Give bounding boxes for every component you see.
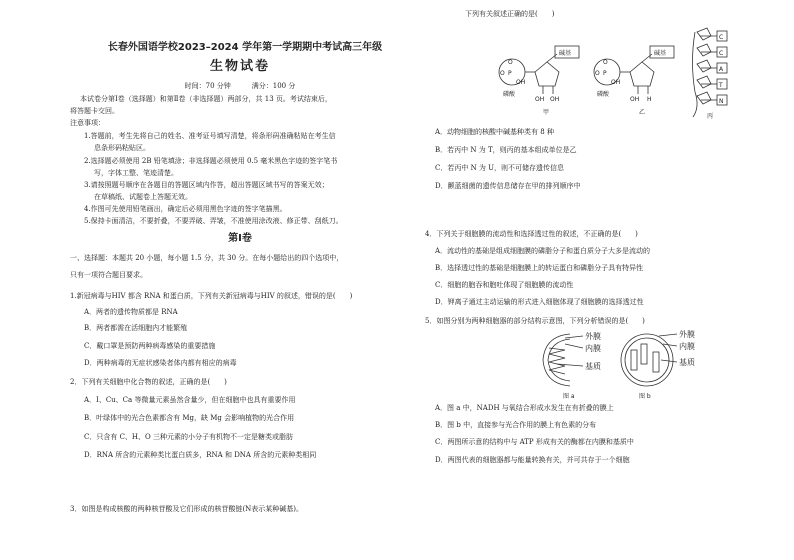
exam-title: 长春外国语学校2023–2024 学年第一学期期中考试高三年级 <box>107 42 383 53</box>
label-p: P <box>508 70 512 77</box>
label-inner-membrane-b: 内膜 <box>679 342 695 351</box>
question-2-option-d: D．RNA 所含的元素种类比蛋白质多，RNA 和 DNA 所含的元素种类相同 <box>84 451 317 459</box>
label-jia: 甲 <box>543 109 550 116</box>
question-3-option-c: C．若丙中 N 为 U，则不可储存遗传信息 <box>435 164 565 172</box>
question-3-option-d: D．颤蓝细菌的遗传信息储存在甲的排列顺序中 <box>435 182 581 190</box>
label-phosphate-1: 磷酸 <box>503 91 516 98</box>
question-5-option-c: C．两图所示意的结构中与 ATP 形成有关的酶都在内膜和基质中 <box>435 438 634 446</box>
label-o: O <box>595 70 600 77</box>
question-1-option-a: A．两者的遗传物质都是 RNA <box>84 308 178 316</box>
label-oh: OH <box>535 96 545 103</box>
question-4-option-a: A．流动性的基础是组成细胞膜的磷脂分子和蛋白质分子大多是流动的 <box>435 247 651 255</box>
note-line: 在草稿纸、试题卷上答题无效。 <box>94 193 192 201</box>
label-o: O <box>603 59 608 66</box>
question-5-option-d: D．两图代表的细胞器都与能量转换有关，并可共存于一个细胞 <box>435 456 630 464</box>
note-line: 写，字体工整、笔迹清楚。 <box>94 169 178 177</box>
question-3-option-a: A．动物细胞的核酸中碱基种类有 8 种 <box>435 128 554 136</box>
question-2-option-a: A．I、Cu、Ca 等微量元素虽然含量少，但在细胞中也具有重要作用 <box>84 396 296 404</box>
label-oh: OH <box>611 79 621 86</box>
note-line: 1.答题前，考生先将自己的姓名、准考证号填写清楚，将条形码准确粘贴在考生信 <box>84 132 336 140</box>
question-3-stem: 3．如图是构成核酸的两种核苷酸及它们形成的核苷酸链(N表示某种碱基)。 <box>70 505 304 513</box>
part1-instruction: 只有一项符合题目要求。 <box>70 271 147 279</box>
question-5-option-a: A．图 a 中，NADH 与氧结合形成水发生在有折叠的膜上 <box>435 404 614 412</box>
label-matrix-a: 基质 <box>585 362 601 371</box>
label-h: H <box>647 96 652 103</box>
chain-base-label: A <box>719 66 724 73</box>
subject-title: 生物试卷 <box>209 59 270 74</box>
question-4-stem: 4．下列关于细胞膜的流动性和选择透过性的叙述，不正确的是( ) <box>425 230 638 238</box>
chain-base-label: C <box>719 50 724 57</box>
question-4-option-b: B．选择透过性的基础是细胞膜上的转运蛋白和磷脂分子具有特异性 <box>435 264 644 272</box>
question-3-option-b: B．若丙中 N 为 T，则丙的基本组成单位是乙 <box>435 146 577 154</box>
question-2-stem: 2．下列有关细胞中化合物的叙述，正确的是( ) <box>70 378 227 386</box>
question-2-option-c: C．只含有 C、H、O 三种元素的小分子有机物不一定是糖类或脂肪 <box>84 433 294 441</box>
label-phosphate-2: 磷酸 <box>597 91 610 98</box>
question-4-option-c: C．细胞的胞吞和胞吐体现了细胞膜的流动性 <box>435 281 574 289</box>
note-line: 3.请按照题号顺序在各题目的答题区域内作答，超出答题区域书写的答案无效； <box>84 181 329 189</box>
label-o: O <box>508 59 513 66</box>
label-oh: OH <box>630 96 640 103</box>
note-line: 2.选择题必须使用 2B 铅笔填涂；非选择题必须使用 0.5 毫米黑色字迹的签字笔书 <box>84 157 338 165</box>
time-score: 时间：70 分钟 满分：100 分 <box>184 82 296 90</box>
caption-figure-a: 图 a <box>563 393 575 400</box>
label-p: P <box>603 70 607 77</box>
part1-heading: 第Ⅰ卷 <box>228 233 252 244</box>
label-inner-membrane-a: 内膜 <box>585 344 601 353</box>
intro-line-1: 本试卷分第Ⅰ卷（选择题）和第Ⅱ卷（非选择题）两部分，共 13 页。考试结束后， <box>80 95 332 103</box>
question-5-option-b: B．图 b 中，直接参与光合作用的膜上有色素的分布 <box>435 421 597 429</box>
label-o: O <box>500 70 505 77</box>
nucleotide-figure <box>495 22 745 122</box>
chain-base-label: C <box>719 34 724 41</box>
question-2-option-b: B．叶绿体中的光合色素都含有 Mg，缺 Mg 会影响植物的光合作用 <box>84 414 295 422</box>
question-1-option-b: B．两者都需在活细胞内才能繁殖 <box>84 324 188 332</box>
part1-instruction: 一、选择题：本题共 20 小题，每小题 1.5 分，共 30 分。在每小题给出的四个选项中， <box>70 254 344 262</box>
label-base-1: 碱基 <box>559 50 572 57</box>
intro-line-2: 将答题卡交回。 <box>70 107 119 115</box>
note-line: 息条形码粘贴区。 <box>94 144 150 152</box>
label-yi: 乙 <box>639 109 646 116</box>
chain-base-label: T <box>719 82 723 89</box>
question-3-stem-continued: 下列有关叙述正确的是( ) <box>465 10 555 18</box>
label-oh: OH <box>550 96 560 103</box>
label-oh: OH <box>516 79 526 86</box>
organelle-figure <box>535 330 715 400</box>
notes-heading: 注意事项： <box>70 119 105 127</box>
caption-figure-b: 图 b <box>639 393 651 400</box>
question-1-option-d: D．两种病毒的无症状感染者体内都有相应的病毒 <box>84 359 237 367</box>
label-matrix-b: 基质 <box>679 358 695 367</box>
question-4-option-d: D．钾离子通过主动运输的形式进入细胞体现了细胞膜的选择透过性 <box>435 298 644 306</box>
question-5-stem: 5．如图分别为两种细胞器的部分结构示意图，下列分析错误的是( ) <box>425 317 645 325</box>
chain-base-label: N <box>719 98 724 105</box>
label-outer-membrane-a: 外膜 <box>585 332 601 341</box>
label-base-2: 碱基 <box>654 50 667 57</box>
label-outer-membrane-b: 外膜 <box>679 330 695 339</box>
question-1-option-c: C．戴口罩是预防两种病毒感染的重要措施 <box>84 342 216 350</box>
label-bing: 丙 <box>707 113 714 120</box>
note-line: 5.保持卡面清洁，不要折叠，不要弄破、弄皱，不准使用涂改液、修正带、刮纸刀。 <box>84 217 343 225</box>
question-1-stem: 1.新冠病毒与HIV 都含 RNA 和蛋白质，下列有关新冠病毒与HIV 的叙述，错误的是( ) <box>70 292 353 300</box>
note-line: 4.作图可先使用铅笔画出，确定后必须用黑色字迹的签字笔描黑。 <box>84 205 287 213</box>
